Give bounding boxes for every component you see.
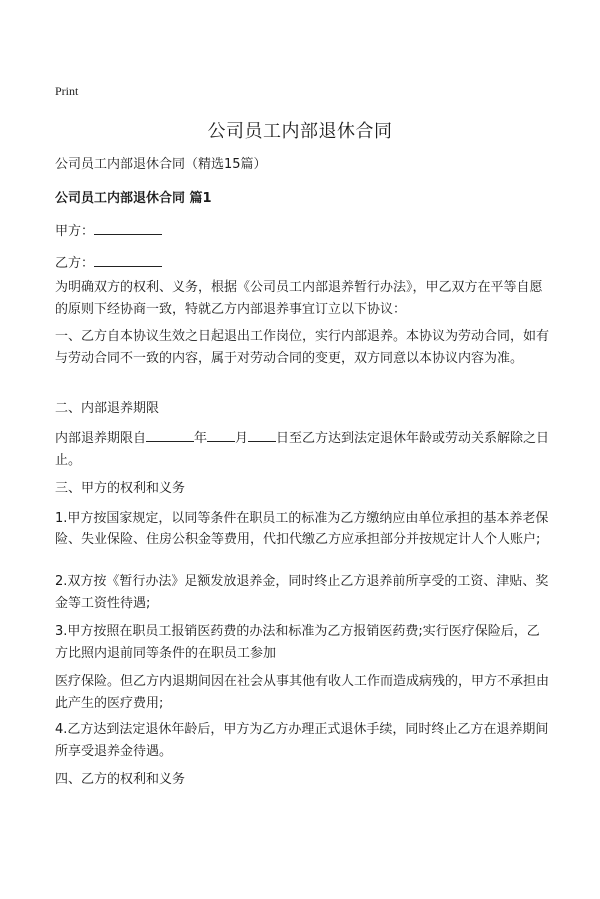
party-b-blank <box>94 253 162 267</box>
print-link[interactable]: Print <box>55 84 79 98</box>
clause-1-paragraph: 一、乙方自本协议生效之日起退出工作岗位，实行内部退养。本协议为劳动合同，如有与劳动合同不一致的内容，属于对劳动合同的变更，双方同意以本协议内容为准。 <box>55 329 550 366</box>
document-title: 公司员工内部退休合同 <box>207 121 393 142</box>
item-3-continued: 医疗保险。但乙方内退期间因在社会从事其他有收人工作而造成病残的，甲方不承担由此产生的医疗费用; <box>55 674 550 711</box>
period-month-blank <box>207 428 235 442</box>
party-b-line <box>55 252 162 271</box>
period-year-label: 年 <box>194 431 208 446</box>
document-subtitle: 公司员工内部退休合同（精选15篇） <box>55 157 267 172</box>
party-a-label: 甲方： <box>55 224 95 239</box>
item-3-paragraph: 3.甲方按照在职员工报销医药费的办法和标准为乙方报销医药费;实行医疗保险后，乙方比照内退前同等条件的在职员工参加 <box>55 624 540 661</box>
period-prefix: 内部退养期限自 <box>55 431 147 446</box>
period-year-blank <box>146 428 194 442</box>
section-heading: 公司员工内部退休合同 篇1 <box>55 191 212 206</box>
period-day-blank <box>248 428 276 442</box>
intro-paragraph: 为明确双方的权利、义务，根据《公司员工内部退养暂行办法》，甲乙双方在平等自愿的原则下经协商一致，特就乙方内部退养事宜订立以下协议： <box>55 280 543 317</box>
party-b-label: 乙方： <box>55 256 95 271</box>
item-1-paragraph: 1.甲方按国家规定，以同等条件在职员工的标准为乙方缴纳应由单位承担的基本养老保险、失业保险、住房公积金等费用，代扣代缴乙方应承担部分并按规定计人个人账户; <box>55 511 549 547</box>
clause-2-heading: 二、内部退养期限 <box>55 401 160 416</box>
party-a-line <box>55 220 162 239</box>
period-paragraph <box>55 428 550 472</box>
clause-3-heading: 三、甲方的权利和义务 <box>55 481 186 496</box>
party-a-blank <box>94 221 162 235</box>
clause-4-heading: 四、乙方的权利和义务 <box>55 772 186 787</box>
period-month-label: 月 <box>235 431 249 446</box>
item-2-paragraph: 2.双方按《暂行办法》足额发放退养金，同时终止乙方退养前所享受的工资、津贴、奖金等工资性待遇; <box>55 574 549 611</box>
item-4-paragraph: 4.乙方达到法定退休年龄后，甲方为乙方办理正式退休手续，同时终止乙方在退养期间所享受退养金待遇。 <box>55 722 549 759</box>
period-suffix: 日至乙方达到法定退休年龄或劳动关系解除之日止。 <box>55 431 550 468</box>
